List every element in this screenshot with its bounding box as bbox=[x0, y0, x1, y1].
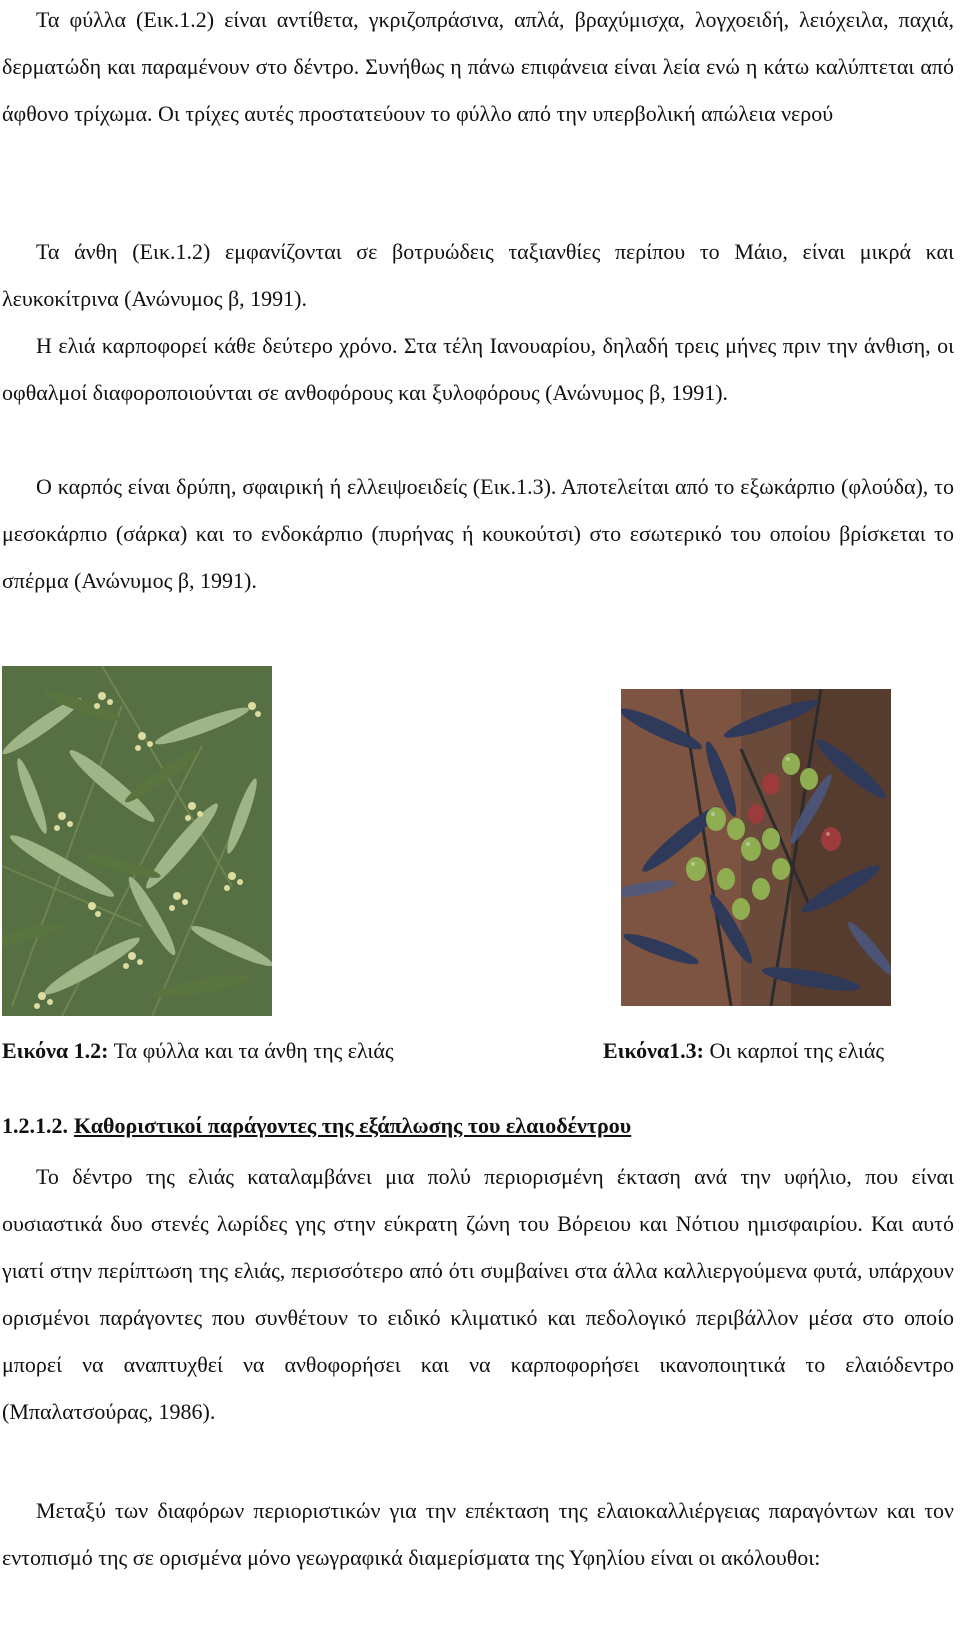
section-title: Καθοριστικοί παράγοντες της εξάπλωσης του ελαιοδέντρου bbox=[74, 1113, 632, 1138]
paragraph-spread: Το δέντρο της ελιάς καταλαμβάνει μια πολύ περιορισμένη έκταση ανά την υφήλιο, που είναι ουσιαστικά δυο στενές λωρίδες γης στην εύκρατη ζώνη του Βόρειου και Νότιου ημισφαιρίου. Και αυτό γιατί στην περίπτωση της ελιάς, περισσότερο από ότι συμβαίνει στα άλλα καλλιεργούμενα φυτά, υπάρχουν ορισμένοι παράγοντες που συνθέτουν το ειδικό κλιματικό και πεδολογικό περιβάλλον μέσα στο οποίο μπορεί να αναπτυχθεί να ανθοφορήσει και να καρποφορήσει ικανοποιητικά το ελαιόδεντρο (Μπαλατσούρας, 1986). bbox=[2, 1164, 954, 1424]
figure-text-leaves: Τα φύλλα και τα άνθη της ελιάς bbox=[108, 1038, 394, 1063]
paragraph-factors: Μεταξύ των διαφόρων περιοριστικών για την επέκταση της ελαιοκαλλιέργειας παραγόντων και τον εντοπισμό της σε ορισμένα μόνο γεωγραφικά διαμερίσματα της Υφηλίου είναι οι ακόλουθοι: bbox=[2, 1498, 954, 1570]
olive-fruits-illustration bbox=[621, 689, 891, 1006]
olive-leaves-flowers-illustration bbox=[2, 666, 272, 1016]
section-number: 1.2.1.2. bbox=[2, 1113, 68, 1138]
paragraph-fruiting: Η ελιά καρποφορεί κάθε δεύτερο χρόνο. Στα τέλη Ιανουαρίου, δηλαδή τρεις μήνες πριν την άνθιση, οι οφθαλμοί διαφοροποιούνται σε ανθοφόρους και ξυλοφόρους (Ανώνυμος β, 1991). bbox=[2, 333, 954, 405]
figure-label-leaves: Εικόνα 1.2: bbox=[2, 1038, 109, 1063]
figure-caption-leaves bbox=[2, 1036, 394, 1066]
paragraph-leaves: Τα φύλλα (Εικ.1.2) είναι αντίθετα, γκριζοπράσινα, απλά, βραχύμισχα, λογχοειδή, λειόχειλα, παχιά, δερματώδη και παραμένουν στο δέντρο. Συνήθως η πάνω επιφάνεια είναι λεία ενώ η κάτω καλύπτεται από άφθονο τρίχωμα. Οι τρίχες αυτές προστατεύουν το φύλλο από την υπερβολική απώλεια νερού bbox=[2, 7, 954, 126]
paragraph-fruit: Ο καρπός είναι δρύπη, σφαιρική ή ελλειψοειδείς (Εικ.1.3). Αποτελείται από το εξωκάρπιο (φλούδα), το μεσοκάρπιο (σάρκα) και το ενδοκάρπιο (πυρήνας ή κουκούτσι) στο εσωτερικό του οποίου βρίσκεται το σπέρμα (Ανώνυμος β, 1991). bbox=[2, 474, 954, 593]
olive-leaves-flowers-photo bbox=[2, 666, 272, 1016]
paragraph-flowers: Τα άνθη (Εικ.1.2) εμφανίζονται σε βοτρυώδεις ταξιανθίες περίπου το Μάιο, είναι μικρά και λευκοκίτρινα (Ανώνυμος β, 1991). bbox=[2, 239, 954, 311]
figure-text-fruits: Οι καρποί της ελιάς bbox=[704, 1038, 885, 1063]
olive-fruits-photo bbox=[621, 689, 891, 1006]
figure-caption-fruits bbox=[603, 1036, 884, 1066]
section-heading bbox=[2, 1111, 631, 1141]
figure-label-fruits: Εικόνα1.3: bbox=[603, 1038, 705, 1063]
